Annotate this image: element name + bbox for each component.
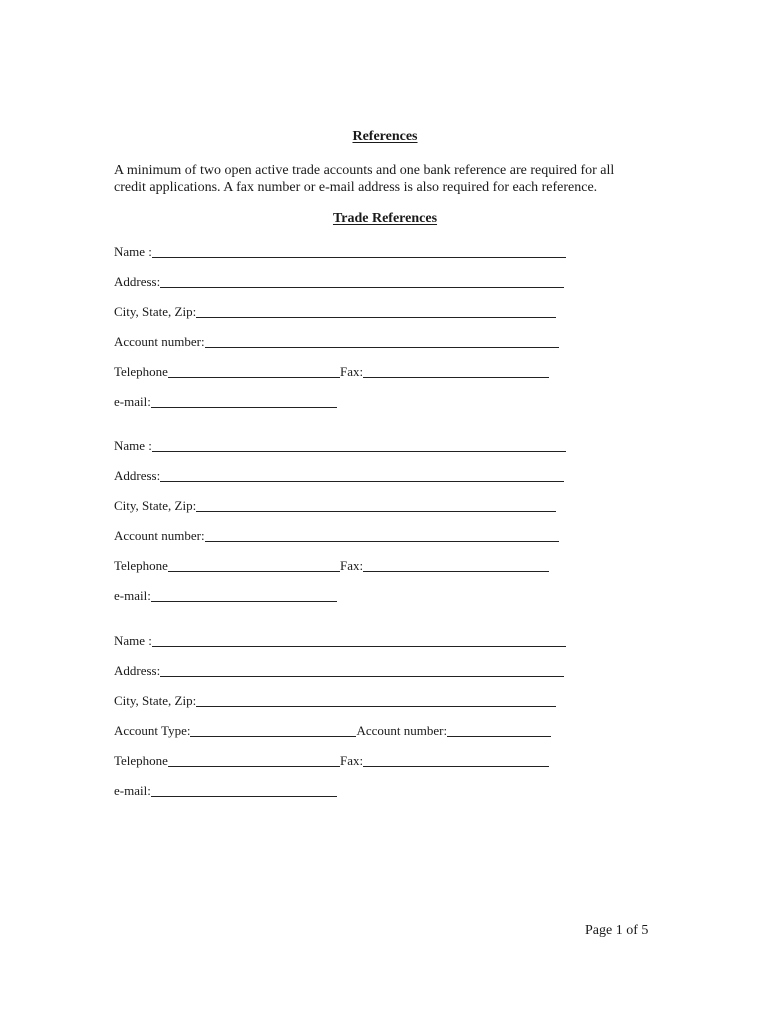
ref1-address-label: Address:: [114, 274, 161, 289]
ref2-phone-row: [114, 556, 549, 574]
ref2-city-row: [114, 496, 556, 514]
ref2-city-field[interactable]: [196, 497, 556, 512]
ref1-fax-field[interactable]: [363, 363, 549, 378]
ref2-email-row: [114, 586, 337, 604]
ref3-phone-row: [114, 751, 549, 769]
ref2-fax-field[interactable]: [363, 557, 549, 572]
ref3-fax-label: Fax:: [339, 753, 364, 768]
ref3-email-row: [114, 781, 337, 799]
ref2-account-row: [114, 526, 559, 544]
ref2-telephone-label: Telephone: [114, 558, 168, 573]
ref1-city-label: City, State, Zip:: [114, 304, 197, 319]
trade-references-heading: Trade References: [332, 211, 438, 226]
ref1-account-row: [114, 332, 559, 350]
ref3-telephone-field[interactable]: [168, 752, 340, 767]
ref1-account-label: Account number:: [114, 334, 205, 349]
page-number: Page 1 of 5: [585, 923, 649, 938]
ref3-account-number-field[interactable]: [447, 722, 551, 737]
ref2-fax-label: Fax:: [339, 558, 364, 573]
ref2-address-field[interactable]: [160, 467, 564, 482]
ref3-address-row: [114, 661, 564, 679]
ref1-city-row: [114, 302, 556, 320]
ref1-email-field[interactable]: [151, 393, 337, 408]
ref3-address-field[interactable]: [160, 662, 564, 677]
ref3-name-field[interactable]: [152, 632, 566, 647]
ref3-city-field[interactable]: [196, 692, 556, 707]
ref3-address-label: Address:: [114, 663, 161, 678]
ref2-address-label: Address:: [114, 468, 161, 483]
ref2-name-row: [114, 436, 566, 454]
ref1-email-row: [114, 392, 337, 410]
ref3-telephone-label: Telephone: [114, 753, 168, 768]
ref2-address-row: [114, 466, 564, 484]
ref3-name-row: [114, 631, 566, 649]
ref3-email-label: e-mail:: [114, 783, 151, 798]
ref1-address-field[interactable]: [160, 273, 564, 288]
ref3-account-type-field[interactable]: [190, 722, 356, 737]
ref3-city-label: City, State, Zip:: [114, 693, 197, 708]
ref2-account-field[interactable]: [205, 527, 559, 542]
ref3-city-row: [114, 691, 556, 709]
intro-line-1: A minimum of two open active trade accounts and one bank reference are required for all: [114, 163, 615, 178]
ref2-telephone-field[interactable]: [168, 557, 340, 572]
ref2-email-label: e-mail:: [114, 588, 151, 603]
ref2-city-label: City, State, Zip:: [114, 498, 197, 513]
ref1-name-label: Name :: [114, 244, 152, 259]
ref3-account-row: [114, 721, 551, 739]
ref1-telephone-label: Telephone: [114, 364, 168, 379]
ref2-name-label: Name :: [114, 438, 152, 453]
ref3-fax-field[interactable]: [363, 752, 549, 767]
ref1-name-field[interactable]: [152, 243, 566, 258]
ref3-account-type-label: Account Type:: [114, 723, 191, 738]
ref1-account-field[interactable]: [205, 333, 559, 348]
ref2-name-field[interactable]: [152, 437, 566, 452]
ref1-phone-row: [114, 362, 549, 380]
ref3-account-number-label: Account number:: [356, 723, 448, 738]
ref3-email-field[interactable]: [151, 782, 337, 797]
ref1-email-label: e-mail:: [114, 394, 151, 409]
ref1-name-row: [114, 242, 566, 260]
ref1-city-field[interactable]: [196, 303, 556, 318]
intro-line-2: credit applications. A fax number or e-mail address is also required for each reference.: [114, 180, 598, 195]
ref3-name-label: Name :: [114, 633, 152, 648]
page-title: References: [352, 129, 418, 144]
ref1-telephone-field[interactable]: [168, 363, 340, 378]
intro-paragraph: [114, 162, 674, 196]
ref2-email-field[interactable]: [151, 587, 337, 602]
ref1-fax-label: Fax:: [339, 364, 364, 379]
ref2-account-label: Account number:: [114, 528, 205, 543]
ref1-address-row: [114, 272, 564, 290]
